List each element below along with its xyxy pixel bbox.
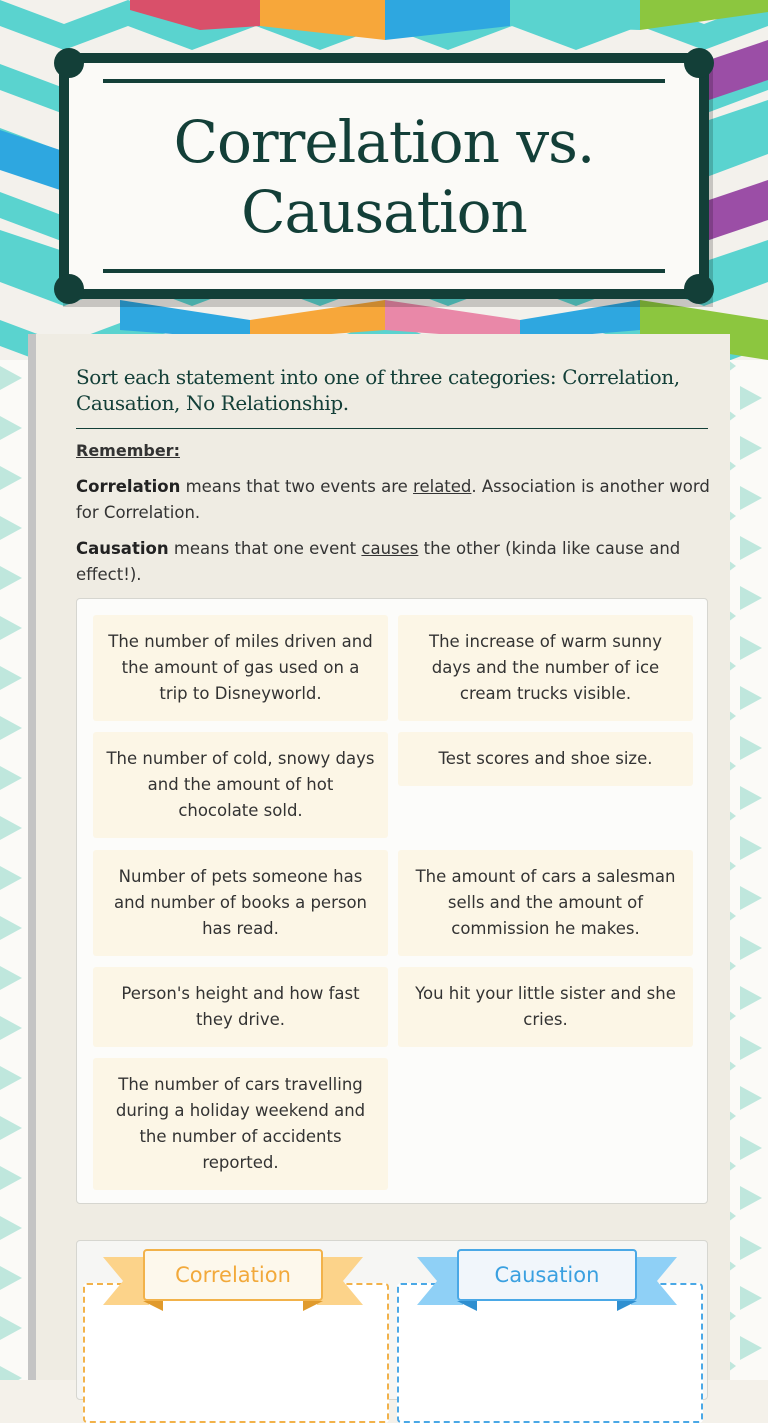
causation-ribbon — [417, 1249, 677, 1311]
statement-card[interactable]: The increase of warm sunny days and the number of ice cream trucks visible. — [398, 615, 693, 721]
correlation-text-before: means that two events are — [180, 477, 414, 496]
title-card — [59, 53, 709, 299]
causation-text-after: the other (kinda like cause and effect!). — [76, 539, 681, 584]
statement-card[interactable]: The number of miles driven and the amount of gas used on a trip to Disneyworld. — [93, 615, 388, 721]
corner-ornament — [54, 274, 84, 304]
causation-text-before: means that one event — [168, 539, 362, 558]
statement-card[interactable]: You hit your little sister and she cries. — [398, 967, 693, 1047]
category-label-correlation: Correlation — [143, 1249, 323, 1301]
page-title-line1: Correlation vs. — [173, 108, 595, 176]
statement-card[interactable]: Number of pets someone has and number of books a person has read. — [93, 850, 388, 956]
causation-definition — [76, 536, 716, 588]
statement-pool — [76, 598, 708, 1204]
statement-card[interactable]: Person's height and how fast they drive. — [93, 967, 388, 1047]
corner-ornament — [684, 274, 714, 304]
category-label-causation: Causation — [457, 1249, 637, 1301]
statement-card[interactable]: Test scores and shoe size. — [398, 732, 693, 786]
correlation-term: Correlation — [76, 477, 181, 496]
title-rule-bottom — [103, 269, 665, 273]
statement-card[interactable]: The number of cars travelling during a holiday weekend and the number of accidents reported. — [93, 1058, 388, 1190]
instructions-text: Sort each statement into one of three categories: Correlation, Causation, No Relationship. — [76, 364, 708, 429]
remember-heading: Remember: — [76, 441, 180, 460]
correlation-keyword: related — [413, 477, 472, 496]
corner-ornament — [54, 48, 84, 78]
page-title-line2: Causation — [241, 178, 527, 246]
statement-card[interactable]: The number of cold, snowy days and the amount of hot chocolate sold. — [93, 732, 388, 838]
correlation-text-after: . Association is another word for Correlation. — [76, 477, 710, 522]
triangle-pattern-right — [728, 360, 768, 1380]
worksheet-panel — [28, 334, 730, 1380]
title-rule-top — [103, 79, 665, 83]
right-decoration-strip — [728, 360, 768, 1380]
corner-ornament — [684, 48, 714, 78]
causation-keyword: causes — [361, 539, 419, 558]
statement-card[interactable]: The amount of cars a salesman sells and the amount of commission he makes. — [398, 850, 693, 956]
category-drop-area — [76, 1240, 708, 1400]
correlation-definition — [76, 474, 716, 526]
correlation-ribbon — [103, 1249, 363, 1311]
page-title — [69, 107, 699, 247]
causation-term: Causation — [76, 539, 169, 558]
